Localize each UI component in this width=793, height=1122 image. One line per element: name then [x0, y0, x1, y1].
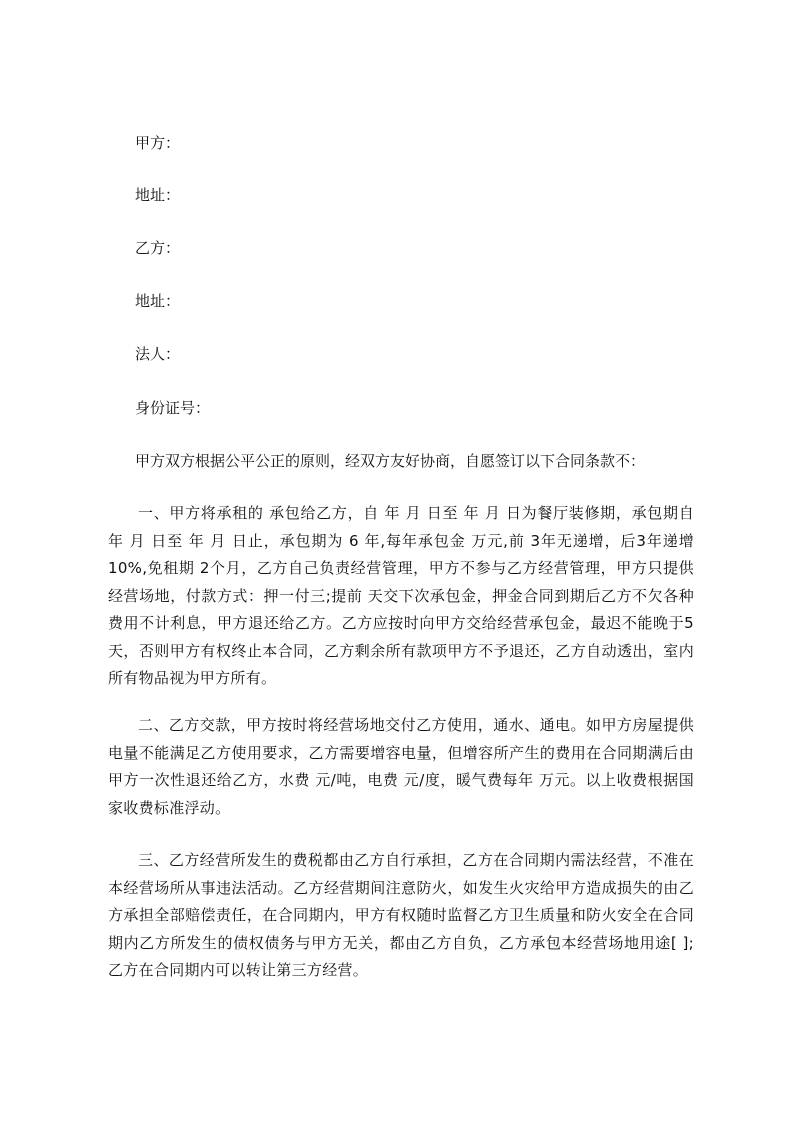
clause-1: 一、甲方将承租的 承包给乙方，自 年 月 日至 年 月 日为餐厅装修期，承包期自 年 月 日至 年 月 日止，承包期为 6 年,每年承包金 万元,前 3年无递增，后3年递增10%,免租期 2个月，乙方自己负责经营管理，甲方不参与乙方经营管理，甲方只提供经营场地，付款方式：押一付三;提前 天交下次承包金，押金合同到期后乙方不欠各种费用不计利息，甲方退还给乙方。乙方应按时向甲方交给经营承包金，最迟不能晚于5天，否则甲方有权终止本合同，乙方剩余所有款项甲方不予退还，乙方自动透出，室内所有物品视为甲方所有。 [108, 504, 694, 687]
intro-paragraph: 甲方双方根据公平公正的原则，经双方友好协商，自愿签订以下合同条款不： [135, 452, 646, 470]
party-b-address-label: 地址： [135, 292, 181, 310]
legal-person-label: 法人： [135, 345, 181, 363]
party-a-label: 甲方： [135, 134, 181, 152]
party-a-address-label: 地址： [135, 186, 181, 204]
clause-2: 二、乙方交款，甲方按时将经营场地交付乙方使用，通水、通电。如甲方房屋提供电量不能满足乙方使用要求，乙方需要增容电量，但增容所产生的费用在合同期满后由甲方一次性退还给乙方，水费 元/吨，电费 元/度，暖气费每年 万元。以上收费根据国家收费标准浮动。 [108, 716, 694, 817]
party-b-label: 乙方： [135, 239, 181, 257]
clause-3: 三、乙方经营所发生的费税都由乙方自行承担，乙方在合同期内需法经营，不准在本经营场所从事违法活动。乙方经营期间注意防火，如发生火灾给甲方造成损失的由乙方承担全部赔偿责任，在合同期内，甲方有权随时监督乙方卫生质量和防火安全在合同期内乙方所发生的债权债务与甲方无关，都由乙方自负，乙方承包本经营场地用途[ ];乙方在合同期内可以转让第三方经营。 [108, 851, 694, 979]
id-number-label: 身份证号： [135, 399, 211, 417]
